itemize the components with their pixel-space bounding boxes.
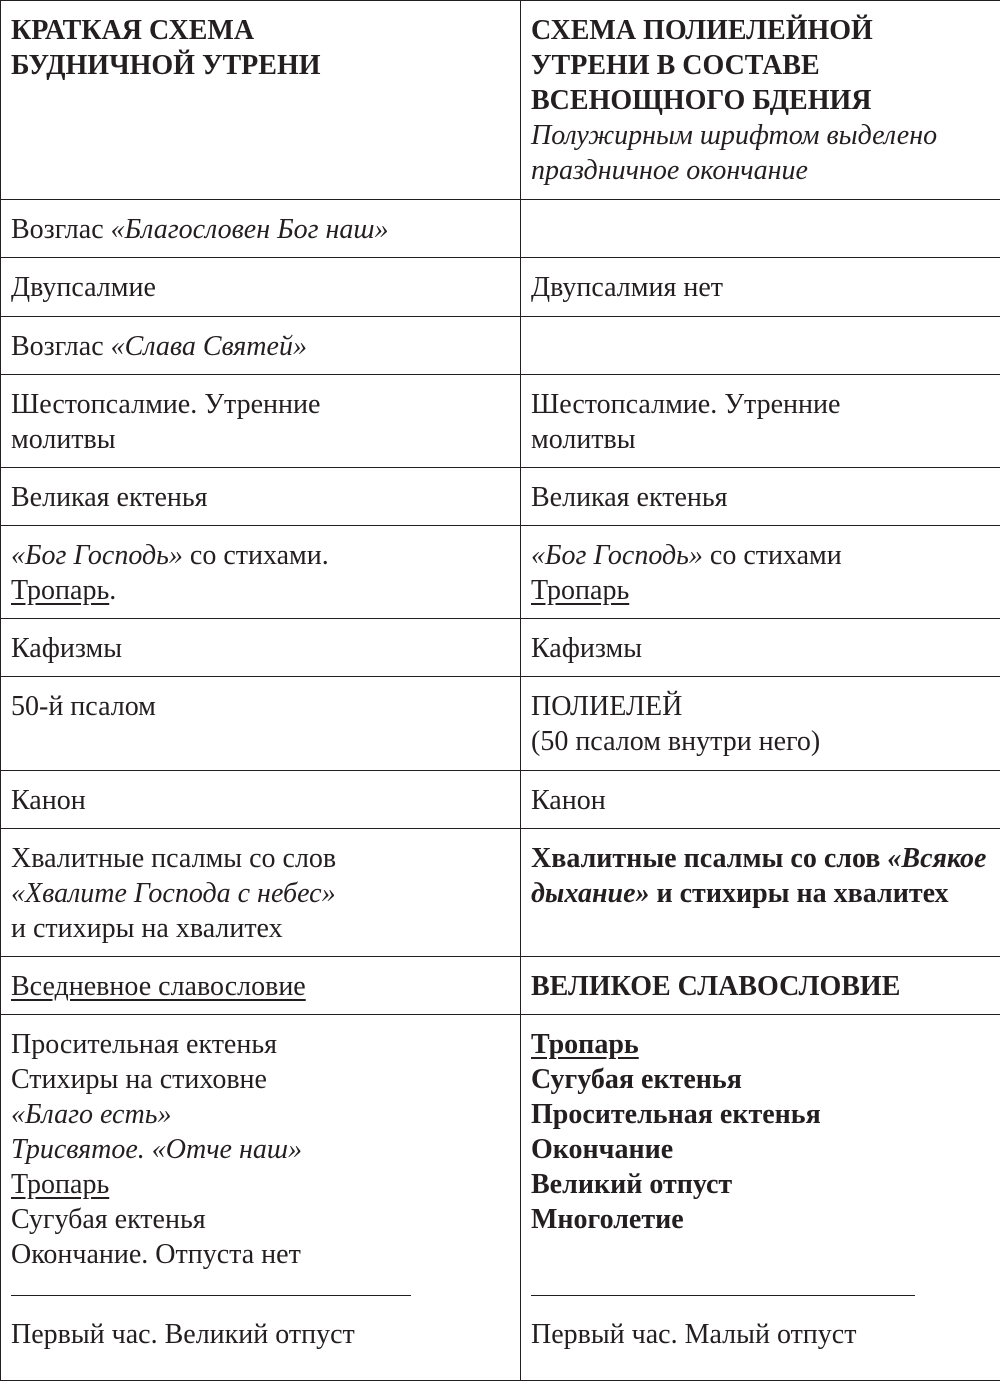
bold-text: и стихиры на хвалитех bbox=[650, 878, 949, 909]
table-row bbox=[1, 771, 1000, 829]
right-cell bbox=[521, 468, 1000, 526]
text: Хвалитные псалмы со слов bbox=[11, 841, 510, 876]
text: Первый час. Великий отпуст bbox=[11, 1317, 510, 1352]
right-cell bbox=[521, 1015, 1000, 1381]
left-cell bbox=[1, 829, 521, 957]
text: со стихами. bbox=[183, 540, 329, 571]
left-cell bbox=[1, 317, 521, 375]
bold-text: Окончание bbox=[531, 1132, 1000, 1167]
text: Возглас bbox=[11, 331, 111, 362]
table-header-row bbox=[1, 1, 1000, 200]
italic-text: Трисвятое. «Отче наш» bbox=[11, 1132, 510, 1167]
header-left-line: БУДНИЧНОЙ УТРЕНИ bbox=[11, 48, 510, 83]
underlined-text: Тропарь bbox=[11, 1169, 109, 1200]
text: . bbox=[109, 575, 116, 606]
header-right-line: УТРЕНИ В СОСТАВЕ bbox=[531, 48, 1000, 83]
text: и стихиры на хвалитех bbox=[11, 911, 510, 946]
text: Канон bbox=[531, 783, 1000, 818]
right-cell bbox=[521, 829, 1000, 957]
text: Просительная ектенья bbox=[11, 1027, 510, 1062]
italic-text: «Бог Господь» bbox=[531, 540, 703, 571]
italic-text: «Слава Святей» bbox=[111, 331, 307, 362]
right-cell bbox=[521, 200, 1000, 258]
bold-italic-text: «Всякое bbox=[887, 843, 986, 874]
text: Кафизмы bbox=[531, 631, 1000, 666]
left-cell bbox=[1, 771, 521, 829]
left-cell bbox=[1, 1015, 521, 1381]
italic-text: «Благословен Бог наш» bbox=[111, 214, 389, 245]
underlined-bold-text: Тропарь bbox=[531, 1029, 639, 1060]
italic-text: «Благо есть» bbox=[11, 1097, 510, 1132]
text: Шестопсалмие. Утренние bbox=[11, 387, 510, 422]
separator-line bbox=[11, 1272, 510, 1307]
text: Возглас bbox=[11, 214, 111, 245]
bold-italic-text: дыхание» bbox=[531, 878, 650, 909]
text: Сугубая ектенья bbox=[11, 1202, 510, 1237]
header-cell-polyeleos bbox=[521, 1, 1000, 200]
right-cell bbox=[521, 526, 1000, 619]
left-cell bbox=[1, 957, 521, 1015]
table-row bbox=[1, 317, 1000, 375]
right-cell bbox=[521, 957, 1000, 1015]
header-right-line: ВСЕНОЩНОГО БДЕНИЯ bbox=[531, 83, 1000, 118]
text: Двупсалмие bbox=[11, 270, 510, 305]
right-cell bbox=[521, 677, 1000, 771]
right-cell bbox=[521, 771, 1000, 829]
bold-text: Просительная ектенья bbox=[531, 1097, 1000, 1132]
text: ПОЛИЕЛЕЙ bbox=[531, 689, 1000, 724]
table-row bbox=[1, 677, 1000, 771]
left-cell bbox=[1, 258, 521, 317]
italic-text: «Бог Господь» bbox=[11, 540, 183, 571]
separator-line bbox=[531, 1272, 1000, 1307]
table-row bbox=[1, 619, 1000, 677]
right-cell bbox=[521, 317, 1000, 375]
table-row bbox=[1, 200, 1000, 258]
text: Кафизмы bbox=[11, 631, 510, 666]
bold-text: ВЕЛИКОЕ СЛАВОСЛОВИЕ bbox=[531, 969, 1000, 1004]
underlined-text: Тропарь bbox=[531, 575, 629, 606]
bold-text: Многолетие bbox=[531, 1202, 1000, 1237]
table-row bbox=[1, 526, 1000, 619]
table-row bbox=[1, 258, 1000, 317]
right-cell bbox=[521, 258, 1000, 317]
left-cell bbox=[1, 375, 521, 468]
header-note-line: Полужирным шрифтом выделено bbox=[531, 118, 1000, 153]
text: Двупсалмия нет bbox=[531, 270, 1000, 305]
text: Первый час. Малый отпуст bbox=[531, 1317, 1000, 1352]
table-row bbox=[1, 468, 1000, 526]
text: Окончание. Отпуста нет bbox=[11, 1237, 510, 1272]
table-row bbox=[1, 375, 1000, 468]
text: (50 псалом внутри него) bbox=[531, 724, 1000, 759]
text: Великая ектенья bbox=[11, 480, 510, 515]
left-cell bbox=[1, 200, 521, 258]
text: Великая ектенья bbox=[531, 480, 1000, 515]
table-row bbox=[1, 957, 1000, 1015]
text: 50-й псалом bbox=[11, 689, 510, 724]
underlined-text: Вседневное славословие bbox=[11, 969, 510, 1004]
bold-text: Хвалитные псалмы со слов bbox=[531, 843, 887, 874]
text: Канон bbox=[11, 783, 510, 818]
left-cell bbox=[1, 677, 521, 771]
left-cell bbox=[1, 619, 521, 677]
table-row bbox=[1, 1015, 1000, 1381]
right-cell bbox=[521, 375, 1000, 468]
right-cell bbox=[521, 619, 1000, 677]
bold-text: Великий отпуст bbox=[531, 1167, 1000, 1202]
header-note-line: праздничное окончание bbox=[531, 153, 1000, 188]
text: со стихами bbox=[703, 540, 842, 571]
left-cell bbox=[1, 526, 521, 619]
text: молитвы bbox=[531, 422, 1000, 457]
text: Шестопсалмие. Утренние bbox=[531, 387, 1000, 422]
underlined-text: Тропарь bbox=[11, 575, 109, 606]
header-right-line: СХЕМА ПОЛИЕЛЕЙНОЙ bbox=[531, 13, 1000, 48]
left-cell bbox=[1, 468, 521, 526]
bold-text: Сугубая ектенья bbox=[531, 1062, 1000, 1097]
italic-text: «Хвалите Господа с небес» bbox=[11, 876, 510, 911]
header-cell-weekday bbox=[1, 1, 521, 200]
text: Стихиры на стиховне bbox=[11, 1062, 510, 1097]
text: молитвы bbox=[11, 422, 510, 457]
header-left-line: КРАТКАЯ СХЕМА bbox=[11, 13, 510, 48]
table-row bbox=[1, 829, 1000, 957]
